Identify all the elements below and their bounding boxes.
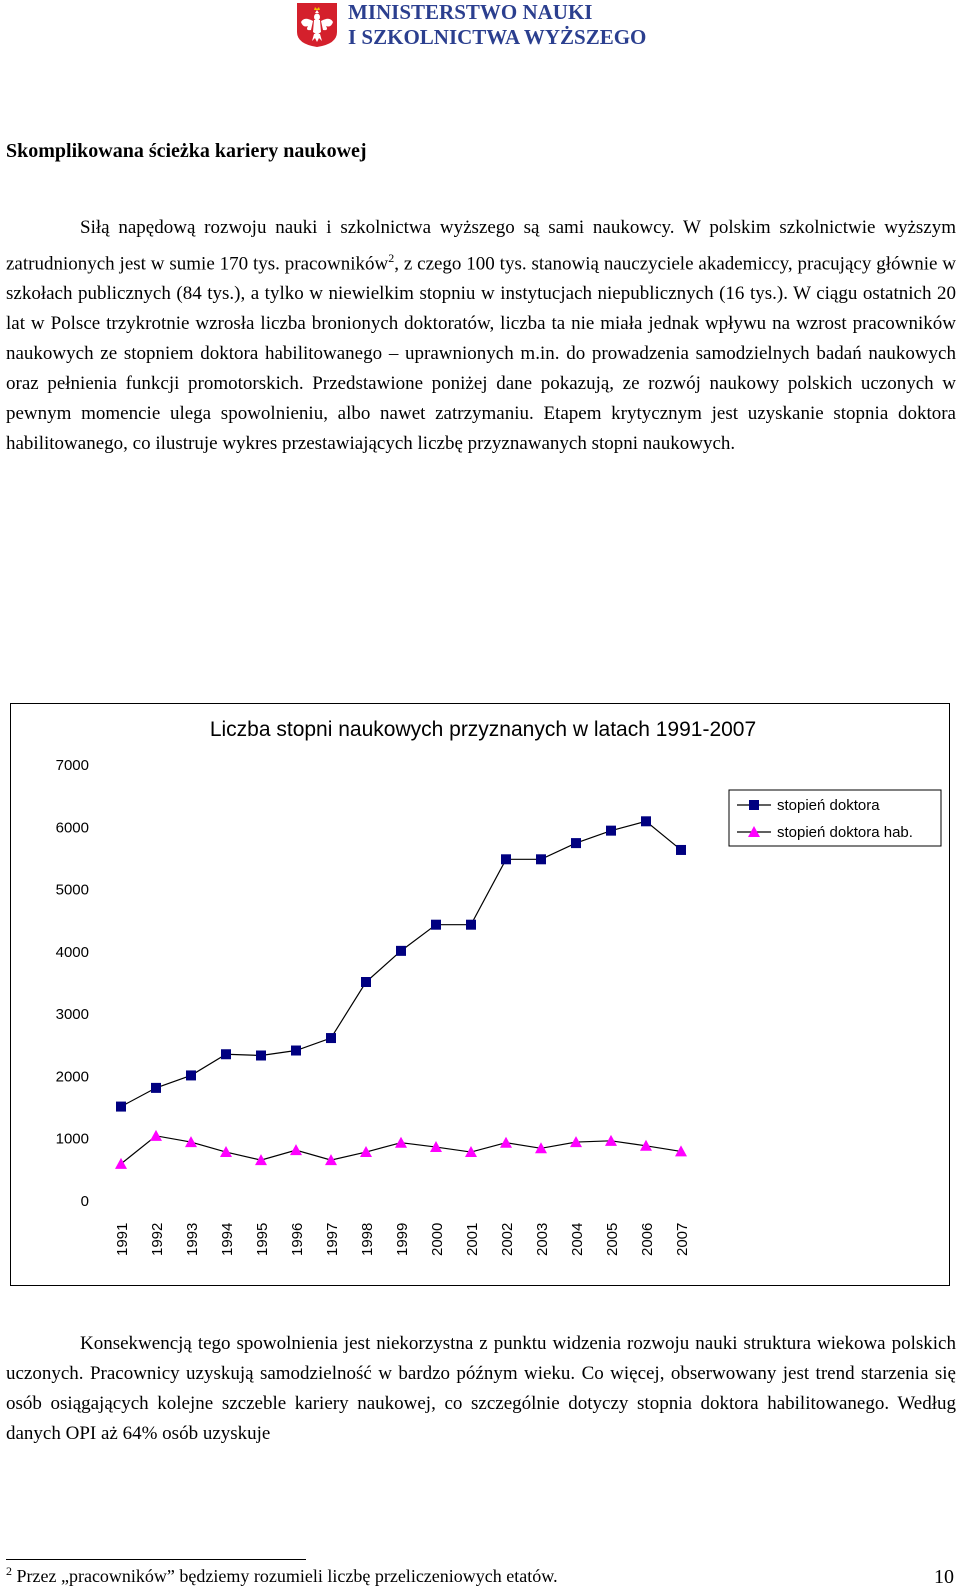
data-point-doktor — [256, 1050, 266, 1060]
data-point-doktor — [571, 838, 581, 848]
data-point-doktor — [501, 854, 511, 864]
y-tick-label: 4000 — [55, 943, 89, 961]
data-point-habilitacja — [605, 1135, 617, 1146]
data-point-doktor — [291, 1046, 301, 1056]
footnote-text: Przez „pracowników” będziemy rozumieli liczbę przeliczeniowych etatów. — [16, 1566, 558, 1586]
x-tick-label: 2000 — [429, 1222, 446, 1256]
x-tick-label: 2007 — [674, 1222, 691, 1256]
x-tick-label: 2001 — [464, 1222, 481, 1256]
degrees-chart — [10, 703, 950, 1286]
data-point-habilitacja — [395, 1137, 407, 1148]
x-tick-label: 2002 — [499, 1222, 516, 1256]
y-tick-label: 3000 — [55, 1006, 89, 1024]
data-point-doktor — [116, 1102, 126, 1112]
y-tick-label: 7000 — [55, 757, 89, 774]
y-tick-label: 2000 — [55, 1068, 89, 1086]
data-point-doktor — [641, 816, 651, 826]
x-tick-label: 1992 — [149, 1222, 166, 1256]
footnote-separator — [6, 1559, 306, 1560]
x-tick-label: 1994 — [219, 1222, 236, 1256]
data-point-habilitacja — [220, 1146, 232, 1157]
legend-label: stopień doktora hab. — [777, 824, 913, 841]
chart-title: Liczba stopni naukowych przyznanych w latach 1991-2007 — [209, 718, 757, 741]
y-tick-label: 1000 — [55, 1130, 89, 1148]
y-tick-label: 6000 — [55, 819, 89, 837]
intro-text-part2: , z czego 100 tys. stanowią nauczyciele akademiccy, pracujący głównie w szkołach publicznych (84 tys.), a tylko w niewielkim stopniu w instytucjach niepublicznych (16 tys.). W ciągu ostatnich 20 lat w Polsce trzykrotnie wzrosła liczba bronionych doktoratów, liczba ta nie miała jednak wpływu na wzrost pracowników naukowych ze stopniem doktora habilitowanego – uprawnionych m.in. do prowadzenia samodzielnych badań naukowych oraz pełnienia funkcji promotorskich. Przedstawione poniżej dane pokazują, ze rozwój naukowy polskich uczonych w pewnym momencie ulega spowolnieniu, albo nawet zatrzymaniu. Etapem krytycznym jest uzyskanie stopnia doktora habilitowanego, co ilustruje wykres przestawiających liczbę przyznawanych stopni naukowych. — [6, 253, 956, 455]
x-tick-label: 1997 — [324, 1222, 341, 1256]
x-tick-label: 2005 — [604, 1222, 621, 1256]
x-tick-label: 2004 — [569, 1222, 586, 1256]
data-point-doktor — [151, 1083, 161, 1093]
y-tick-label: 5000 — [55, 881, 89, 899]
footnote-reference: 2 — [388, 251, 395, 265]
data-point-doktor — [396, 946, 406, 956]
x-tick-label: 1996 — [289, 1222, 306, 1256]
footnote-number: 2 — [6, 1564, 12, 1578]
series-line — [121, 821, 681, 1106]
data-point-doktor — [326, 1033, 336, 1043]
page-number: 10 — [934, 1566, 954, 1588]
chart-legend — [729, 790, 941, 846]
degrees-chart-svg — [11, 704, 948, 1284]
data-point-doktor — [536, 854, 546, 864]
ministry-name-line2: I SZKOLNICTWA WYŻSZEGO — [348, 25, 647, 49]
x-tick-label: 1993 — [184, 1222, 201, 1256]
polish-eagle-emblem-icon — [296, 2, 338, 48]
data-point-habilitacja — [500, 1137, 512, 1148]
intro-text-part1: Siłą napędową rozwoju nauki i szkolnictwa wyższego są sami naukowcy. W polskim szkolnictwie wyższym zatrudnionych jest w sumie 170 tys. pracowników — [6, 217, 956, 275]
x-tick-label: 2003 — [534, 1222, 551, 1256]
y-tick-label: 0 — [80, 1193, 89, 1210]
x-tick-label: 1998 — [359, 1222, 376, 1256]
footnote — [6, 1564, 558, 1587]
data-point-doktor — [431, 920, 441, 930]
x-tick-label: 2006 — [639, 1222, 656, 1256]
data-point-habilitacja — [115, 1158, 127, 1169]
intro-paragraph — [6, 213, 956, 459]
data-point-doktor — [186, 1070, 196, 1080]
x-tick-label: 1991 — [114, 1222, 131, 1256]
closing-text: Konsekwencją tego spowolnienia jest niekorzystna z punktu widzenia rozwoju nauki struktura wiekowa polskich uczonych. Pracownicy uzyskują samodzielność w bardzo późnym wieku. Co więcej, obserwowany jest trend starzenia się osób osiągających kolejne szczeble kariery naukowej, co szczególnie dotyczy stopnia doktora habilitowanego. Według danych OPI aż 64% osób uzyskuje — [6, 1333, 956, 1444]
x-tick-label: 1999 — [394, 1222, 411, 1256]
legend-marker-square — [749, 800, 759, 810]
x-tick-label: 1995 — [254, 1222, 271, 1256]
data-point-habilitacja — [150, 1130, 162, 1141]
data-point-habilitacja — [360, 1146, 372, 1157]
data-point-habilitacja — [290, 1144, 302, 1155]
data-point-doktor — [361, 977, 371, 987]
data-point-doktor — [221, 1049, 231, 1059]
legend-label: stopień doktora — [777, 797, 880, 814]
data-point-doktor — [606, 826, 616, 836]
ministry-name-line1: MINISTERSTWO NAUKI — [348, 0, 593, 24]
section-heading: Skomplikowana ścieżka kariery naukowej — [6, 140, 367, 162]
data-point-doktor — [466, 920, 476, 930]
closing-paragraph — [6, 1329, 956, 1449]
data-point-doktor — [676, 845, 686, 855]
